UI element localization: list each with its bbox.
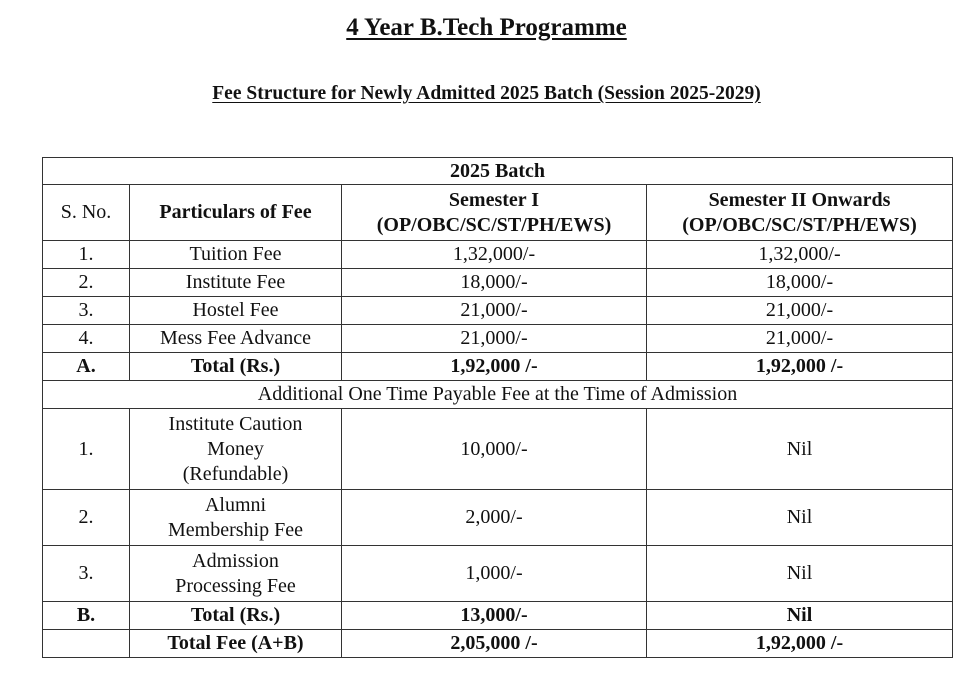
row-semester-2-fee: 21,000/- <box>647 297 953 325</box>
total-a-row <box>43 353 953 381</box>
total-a-sno: A. <box>43 353 130 381</box>
table-row <box>43 546 953 602</box>
header-sno: S. No. <box>43 185 130 241</box>
header-semester-2 <box>647 185 953 241</box>
header-semester-1 <box>342 185 647 241</box>
row-particular: Institute Fee <box>130 269 342 297</box>
grand-total-semester-2: 1,92,000 /- <box>647 630 953 658</box>
particular-line: Money <box>207 437 264 460</box>
document-subtitle: Fee Structure for Newly Admitted 2025 Batch (Session 2025-2029) <box>212 83 761 104</box>
total-b-label: Total (Rs.) <box>130 602 342 630</box>
particular-line: Institute Caution <box>168 412 303 435</box>
batch-header-row <box>43 158 953 185</box>
total-a-semester-1: 1,92,000 /- <box>342 353 647 381</box>
particular-line: Admission <box>192 549 279 572</box>
table-row <box>43 269 953 297</box>
row-semester-2-fee: 1,32,000/- <box>647 241 953 269</box>
row-particular <box>130 490 342 546</box>
row-particular: Tuition Fee <box>130 241 342 269</box>
row-sno: 1. <box>43 409 130 490</box>
row-semester-2-fee: Nil <box>647 409 953 490</box>
table-row <box>43 490 953 546</box>
row-particular <box>130 409 342 490</box>
row-sno: 3. <box>43 546 130 602</box>
fee-structure-table <box>42 157 953 658</box>
row-semester-1-fee: 18,000/- <box>342 269 647 297</box>
row-particular <box>130 546 342 602</box>
header-semester-2-line2: (OP/OBC/SC/ST/PH/EWS) <box>682 213 917 236</box>
row-semester-2-fee: Nil <box>647 490 953 546</box>
total-b-semester-1: 13,000/- <box>342 602 647 630</box>
grand-total-label: Total Fee (A+B) <box>130 630 342 658</box>
row-semester-2-fee: Nil <box>647 546 953 602</box>
total-b-row <box>43 602 953 630</box>
row-particular: Hostel Fee <box>130 297 342 325</box>
table-row <box>43 325 953 353</box>
row-semester-2-fee: 18,000/- <box>647 269 953 297</box>
header-semester-2-line1: Semester II Onwards <box>708 188 891 211</box>
row-sno: 2. <box>43 269 130 297</box>
total-b-sno: B. <box>43 602 130 630</box>
particular-line: Membership Fee <box>168 518 303 541</box>
total-a-label: Total (Rs.) <box>130 353 342 381</box>
grand-total-sno <box>43 630 130 658</box>
header-particulars: Particulars of Fee <box>130 185 342 241</box>
grand-total-row <box>43 630 953 658</box>
table-row <box>43 297 953 325</box>
column-header-row <box>43 185 953 241</box>
row-particular: Mess Fee Advance <box>130 325 342 353</box>
row-semester-1-fee: 2,000/- <box>342 490 647 546</box>
total-b-semester-2: Nil <box>647 602 953 630</box>
particular-line: Alumni <box>204 493 267 516</box>
row-semester-2-fee: 21,000/- <box>647 325 953 353</box>
additional-fee-heading-row <box>43 381 953 409</box>
row-sno: 3. <box>43 297 130 325</box>
row-semester-1-fee: 1,32,000/- <box>342 241 647 269</box>
row-sno: 2. <box>43 490 130 546</box>
header-semester-1-line1: Semester I <box>448 188 540 211</box>
total-a-semester-2: 1,92,000 /- <box>647 353 953 381</box>
row-semester-1-fee: 21,000/- <box>342 297 647 325</box>
document-title: 4 Year B.Tech Programme <box>346 14 627 41</box>
row-semester-1-fee: 10,000/- <box>342 409 647 490</box>
row-sno: 1. <box>43 241 130 269</box>
grand-total-semester-1: 2,05,000 /- <box>342 630 647 658</box>
table-row <box>43 409 953 490</box>
particular-line: (Refundable) <box>182 462 289 485</box>
additional-fee-heading: Additional One Time Payable Fee at the Time of Admission <box>43 381 953 409</box>
row-semester-1-fee: 21,000/- <box>342 325 647 353</box>
row-semester-1-fee: 1,000/- <box>342 546 647 602</box>
header-semester-1-line2: (OP/OBC/SC/ST/PH/EWS) <box>376 213 612 236</box>
batch-label: 2025 Batch <box>43 158 953 185</box>
table-row <box>43 241 953 269</box>
row-sno: 4. <box>43 325 130 353</box>
particular-line: Processing Fee <box>175 574 296 597</box>
